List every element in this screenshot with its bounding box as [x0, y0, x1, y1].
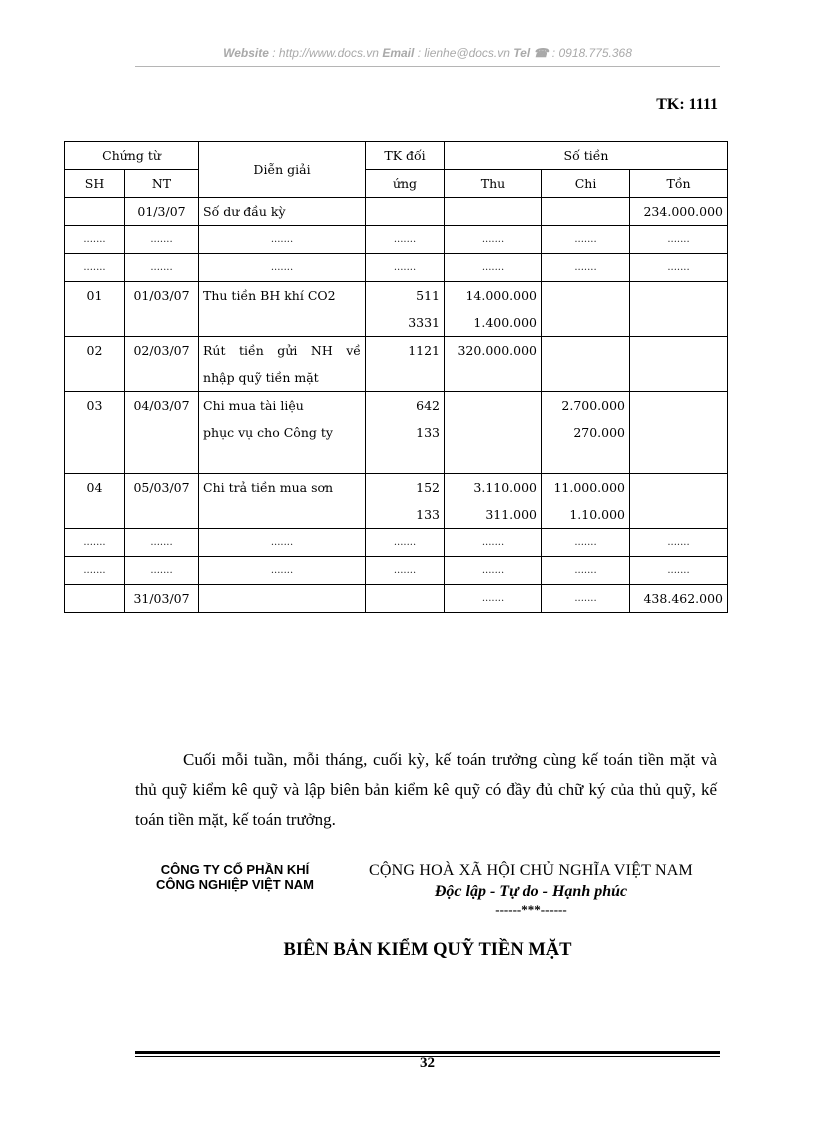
cell-dots: .......	[630, 254, 728, 282]
cell-nt: 02/03/07	[125, 337, 199, 392]
chi-line-2: 270.000	[573, 425, 626, 440]
cell-nt: 01/3/07	[125, 198, 199, 226]
desc-line-1: Rút tiền gửi NH về	[203, 343, 362, 358]
header-so-tien: Số tiền	[445, 142, 728, 170]
cell-dots: .......	[445, 254, 542, 282]
cell-ton	[630, 282, 728, 337]
body-paragraph: Cuối mỗi tuần, mỗi tháng, cuối kỳ, kế toán trưởng cùng kế toán tiền mặt và thủ quỹ kiểm kê quỹ và lập biên bản kiểm kê quỹ có đầy đủ chữ ký của thủ quỹ, kế toán tiền mặt, kế toán trưởng.	[135, 750, 717, 829]
cell-sh	[65, 198, 125, 226]
cell-chi: .......	[542, 585, 630, 613]
header-sh: SH	[65, 170, 125, 198]
desc-line-1: Thu tiền BH khí CO2	[203, 288, 336, 303]
tk-line-2	[370, 364, 440, 391]
tk-line-1: 1121	[408, 343, 441, 358]
cell-thu	[445, 392, 542, 474]
page-header	[135, 46, 720, 60]
cell-tk	[366, 198, 445, 226]
desc-line-2: phục vụ cho Công ty	[203, 425, 333, 440]
cell-desc	[199, 337, 366, 392]
cell-dots: .......	[65, 226, 125, 254]
tk-line-1: 152	[416, 480, 441, 495]
desc-line-2	[203, 501, 361, 528]
cell-sh: 02	[65, 337, 125, 392]
header-chung-tu: Chứng từ	[65, 142, 199, 170]
table-row-ellipsis	[65, 529, 728, 557]
header-thu: Thu	[445, 170, 542, 198]
cell-chi	[542, 198, 630, 226]
company-name	[128, 862, 342, 892]
account-label: TK: 1111	[656, 96, 718, 113]
cell-desc	[199, 474, 366, 529]
cell-dots: .......	[445, 529, 542, 557]
cell-chi	[542, 337, 630, 392]
cell-ton: 438.462.000	[630, 585, 728, 613]
desc-line-2	[203, 309, 361, 336]
website-label: Website	[223, 46, 269, 60]
cell-dots: .......	[366, 557, 445, 585]
cell-dots: .......	[445, 557, 542, 585]
cell-thu	[445, 198, 542, 226]
cell-dots: .......	[125, 529, 199, 557]
cell-tk	[366, 282, 445, 337]
cell-dots: .......	[125, 254, 199, 282]
email-value: : lienhe@docs.vn	[417, 46, 510, 60]
national-motto	[343, 860, 719, 918]
cell-tk	[366, 585, 445, 613]
cell-desc	[199, 392, 366, 474]
tk-line-1: 642	[416, 398, 441, 413]
cell-dots: .......	[366, 529, 445, 557]
cell-dots: .......	[445, 226, 542, 254]
desc-line-1: Chi mua tài liệu	[203, 398, 304, 413]
cell-desc: Số dư đầu kỳ	[199, 198, 366, 226]
email-label: Email	[382, 46, 415, 60]
cell-dots: .......	[125, 557, 199, 585]
cell-dots: .......	[542, 254, 630, 282]
footer-divider-thick	[135, 1051, 720, 1054]
desc-line-1: Chi trả tiền mua sơn	[203, 480, 334, 495]
desc-line-3	[203, 446, 361, 473]
cell-nt: 05/03/07	[125, 474, 199, 529]
cell-chi	[542, 474, 630, 529]
cell-dots: .......	[542, 557, 630, 585]
cell-dots: .......	[366, 226, 445, 254]
tel-value: : 0918.775.368	[551, 46, 632, 60]
tk-line-2: 133	[416, 507, 441, 522]
cell-nt: 01/03/07	[125, 282, 199, 337]
cell-thu	[445, 337, 542, 392]
cell-nt: 04/03/07	[125, 392, 199, 474]
cell-sh: 04	[65, 474, 125, 529]
cell-sh: 03	[65, 392, 125, 474]
cell-dots: .......	[199, 254, 366, 282]
thu-line-1: 14.000.000	[465, 288, 538, 303]
cell-thu	[445, 282, 542, 337]
table-row-ellipsis	[65, 557, 728, 585]
desc-line-2: nhập quỹ tiền mặt	[203, 370, 319, 385]
chi-line-2: 1.10.000	[569, 507, 626, 522]
table-header-row	[65, 142, 728, 170]
cell-dots: .......	[65, 529, 125, 557]
tk-line-2: 3331	[408, 315, 441, 330]
cell-dots: .......	[542, 226, 630, 254]
header-tk-doi-ung-1: TK đối	[366, 142, 445, 170]
cell-desc	[199, 585, 366, 613]
thu-line-2: 311.000	[485, 507, 538, 522]
table-row	[65, 198, 728, 226]
company-line-2: CÔNG NGHIỆP VIỆT NAM	[156, 877, 314, 892]
table-row	[65, 337, 728, 392]
thu-line-1: 3.110.000	[473, 480, 538, 495]
header-nt: NT	[125, 170, 199, 198]
cell-thu: .......	[445, 585, 542, 613]
cell-dots: .......	[199, 529, 366, 557]
cell-ton	[630, 392, 728, 474]
table-row	[65, 282, 728, 337]
nation-line-3: ------***------	[495, 902, 567, 917]
cell-dots: .......	[630, 226, 728, 254]
table-row-ellipsis	[65, 226, 728, 254]
table-row	[65, 392, 728, 474]
cash-ledger-table	[64, 141, 728, 613]
cell-chi	[542, 282, 630, 337]
cell-desc	[199, 282, 366, 337]
cell-dots: .......	[125, 226, 199, 254]
header-divider	[135, 66, 720, 67]
cell-dots: .......	[199, 557, 366, 585]
cell-ton	[630, 337, 728, 392]
chi-line-1: 11.000.000	[553, 480, 626, 495]
header-dien-giai: Diễn giải	[199, 142, 366, 198]
tk-line-1: 511	[416, 288, 441, 303]
header-ton: Tồn	[630, 170, 728, 198]
website-value: : http://www.docs.vn	[272, 46, 379, 60]
cell-chi	[542, 392, 630, 474]
cell-tk	[366, 337, 445, 392]
table-row-ellipsis	[65, 254, 728, 282]
nation-line-2: Độc lập - Tự do - Hạnh phúc	[434, 883, 628, 900]
document-title: BIÊN BẢN KIỂM QUỸ TIỀN MẶT	[283, 940, 572, 960]
cell-tk	[366, 474, 445, 529]
company-line-1: CÔNG TY CỔ PHẦN KHÍ	[160, 862, 310, 877]
cell-dots: .......	[199, 226, 366, 254]
tk-line-2: 133	[416, 425, 441, 440]
cell-dots: .......	[65, 254, 125, 282]
table-subheader-row	[65, 170, 728, 198]
cell-tk	[366, 392, 445, 474]
thu-line-2	[449, 364, 537, 391]
cell-dots: .......	[542, 529, 630, 557]
cell-dots: .......	[366, 254, 445, 282]
header-chi: Chi	[542, 170, 630, 198]
cell-dots: .......	[630, 529, 728, 557]
cell-dots: .......	[630, 557, 728, 585]
cell-ton: 234.000.000	[630, 198, 728, 226]
cell-nt: 31/03/07	[125, 585, 199, 613]
cell-sh: 01	[65, 282, 125, 337]
chi-line-1: 2.700.000	[561, 398, 626, 413]
table-row-closing	[65, 585, 728, 613]
cell-sh	[65, 585, 125, 613]
cell-thu	[445, 474, 542, 529]
cell-dots: .......	[65, 557, 125, 585]
thu-line-1: 320.000.000	[457, 343, 538, 358]
tel-label: Tel ☎	[513, 46, 549, 60]
page-number: 32	[420, 1055, 435, 1071]
table-row	[65, 474, 728, 529]
nation-line-1: CỘNG HOÀ XÃ HỘI CHỦ NGHĨA VIỆT NAM	[369, 862, 693, 879]
cell-ton	[630, 474, 728, 529]
thu-line-2: 1.400.000	[473, 315, 538, 330]
header-tk-doi-ung-2: ứng	[366, 170, 445, 198]
